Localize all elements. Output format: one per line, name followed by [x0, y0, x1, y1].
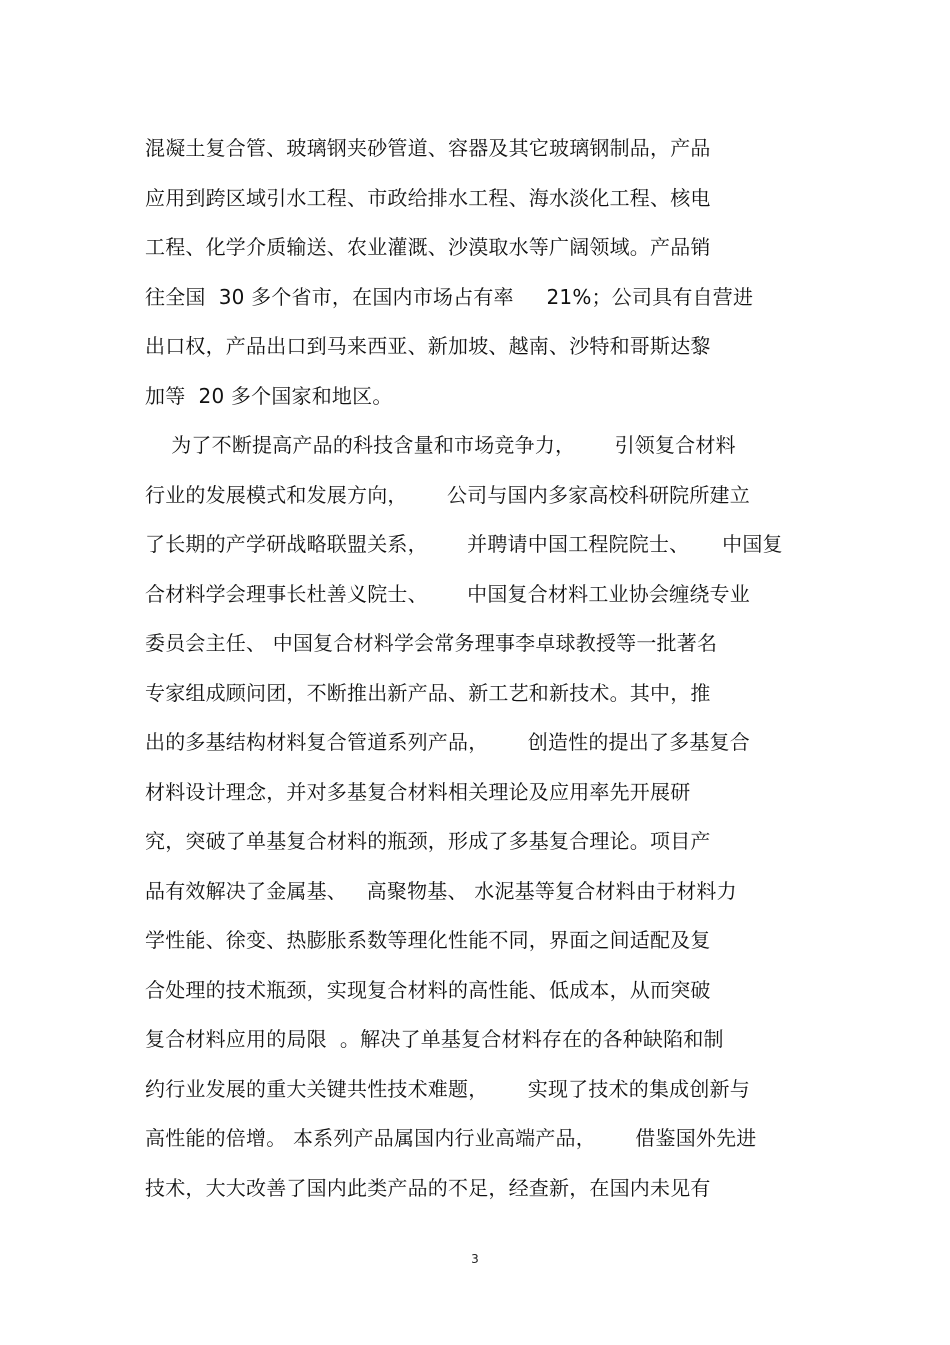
text-line: 加等 20 多个国家和地区。 — [145, 383, 393, 408]
text-line: 材料设计理念，并对多基复合材料相关理论及应用率先开展研 — [145, 779, 691, 804]
text-line: 工程、化学介质输送、农业灌溉、沙漠取水等广阔领域。产品销 — [145, 235, 711, 259]
text-line: 合材料学会理事长杜善义院士、 中国复合材料工业协会缠绕专业 — [145, 581, 750, 606]
text-line: 约行业发展的重大关键共性技术难题， 实现了技术的集成创新与 — [145, 1076, 750, 1101]
text-line: 出口权，产品出口到马来西亚、新加坡、越南、沙特和哥斯达黎 — [145, 334, 711, 358]
text-line: 合处理的技术瓶颈，实现复合材料的高性能、低成本，从而突破 — [145, 977, 711, 1002]
text-line: 出的多基结构材料复合管道系列产品， 创造性的提出了多基复合 — [145, 730, 750, 754]
text-line: 学性能、徐变、热膨胀系数等理化性能不同，界面之间适配及复 — [145, 928, 711, 952]
text-line: 技术，大大改善了国内此类产品的不足，经查新，在国内未见有 — [145, 1175, 711, 1200]
text-line: 高性能的倍增。 本系列产品属国内行业高端产品， 借鉴国外先进 — [145, 1126, 757, 1150]
text-line: 应用到跨区域引水工程、市政给排水工程、海水淡化工程、核电 — [145, 185, 711, 210]
text-line: 品有效解决了金属基、 高聚物基、 水泥基等复合材料由于材料力 — [145, 878, 737, 903]
text-line: 为了不断提高产品的科技含量和市场竞争力， 引领复合材料 — [145, 433, 736, 457]
body-text — [145, 124, 825, 1213]
text-line: 行业的发展模式和发展方向， 公司与国内多家高校科研院所建立 — [145, 482, 750, 507]
page-number: 3 — [471, 1252, 479, 1266]
text-line: 委员会主任、 中国复合材料学会常务理事李卓球教授等一批著名 — [145, 631, 718, 655]
text-line: 专家组成顾问团，不断推出新产品、新工艺和新技术。其中，推 — [145, 680, 711, 705]
text-line: 混凝土复合管、玻璃钢夹砂管道、容器及其它玻璃钢制品，产品 — [145, 136, 711, 160]
text-line: 究，突破了单基复合材料的瓶颈，形成了多基复合理论。项目产 — [145, 829, 711, 853]
text-line: 复合材料应用的局限 。解决了单基复合材料存在的各种缺陷和制 — [145, 1027, 724, 1051]
text-line: 了长期的产学研战略联盟关系， 并聘请中国工程院院士、 中国复 — [145, 532, 783, 556]
text-line: 往全国 30 多个省市，在国内市场占有率 21%；公司具有自营进 — [145, 284, 754, 309]
